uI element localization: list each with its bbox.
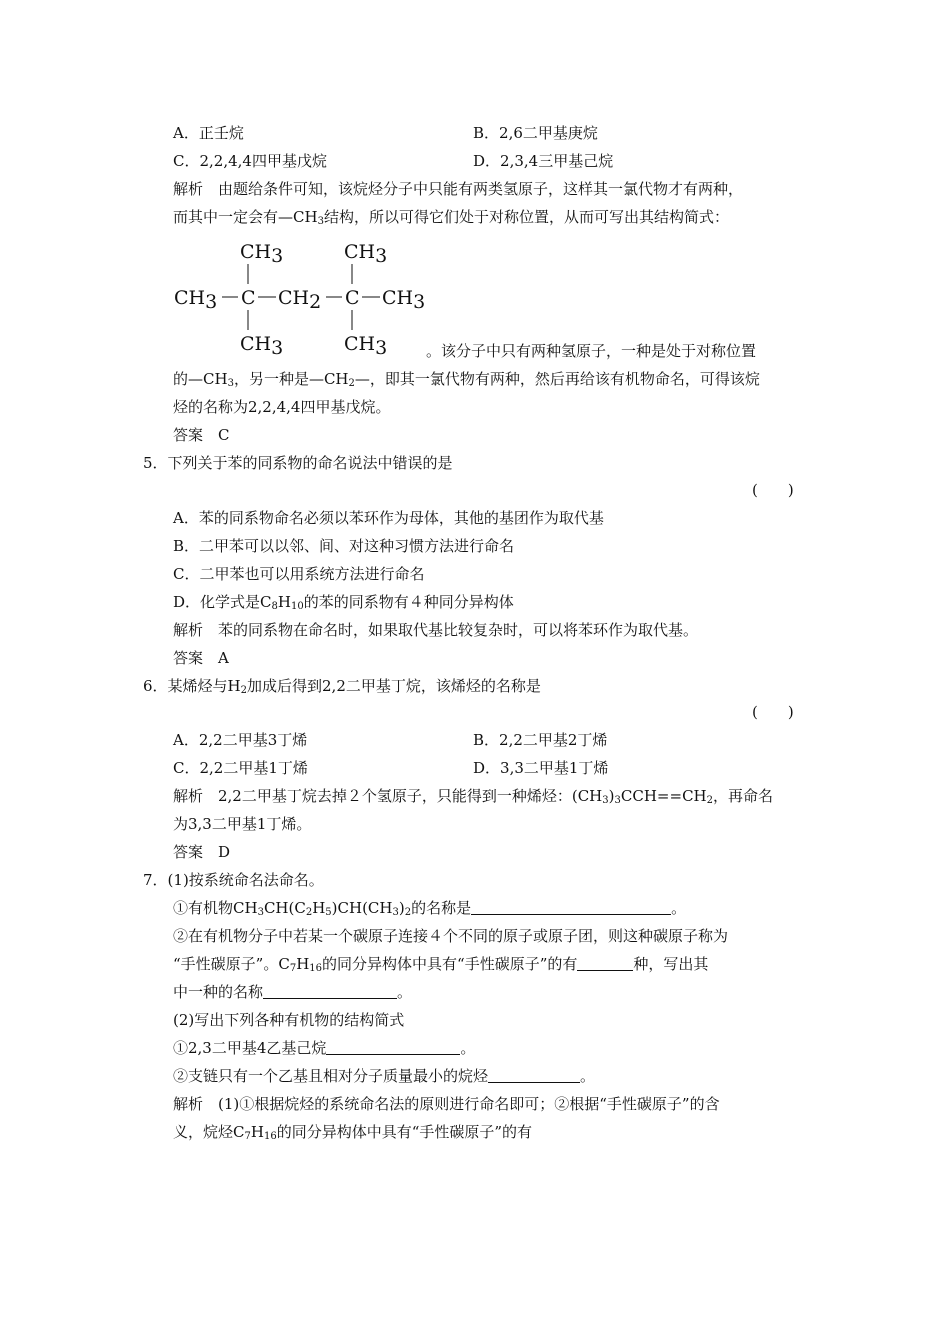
q6-stem: 6．某烯烃与$H_2$加成后得到2,2二甲基丁烷，该烯烃的名称是 — [143, 677, 541, 696]
carbon-right: C — [345, 287, 360, 309]
q7-analysis-line2: 义，烷烃$C_7H_{16}$的同分异构体中具有“手性碳原子”的有 — [173, 1123, 533, 1142]
q7-blank-3[interactable] — [263, 984, 397, 999]
q6-option-b: B．2,2二甲基2丁烯 — [473, 731, 608, 749]
q5-stem: 5．下列关于苯的同系物的命名说法中错误的是 — [143, 454, 453, 472]
structural-formula — [170, 236, 440, 356]
q4-option-b: B．2,6二甲基庚烷 — [473, 124, 598, 142]
q7-part2-item1: ①2,3二甲基4乙基己烷 。 — [173, 1039, 476, 1057]
left-ch3: CH3 — [174, 287, 218, 313]
q7-blank-1[interactable] — [471, 900, 671, 915]
q4-option-a: A．正壬烷 — [173, 124, 244, 142]
q4-analysis-line2: 而其中一定会有$—CH_3$结构，所以可得它们处于对称位置，从而可写出其结构简式： — [173, 208, 729, 227]
q5-option-b: B．二甲苯可以以邻、间、对这种习惯方法进行命名 — [173, 537, 515, 555]
q5-answer: 答案 A — [173, 649, 229, 667]
q4-analysis-line3: 。该分子中只有两种氢原子，一种是处于对称位置 — [426, 342, 757, 360]
q4-option-d: D．2,3,4三甲基己烷 — [473, 152, 614, 170]
q4-analysis-line1: 解析 由题给条件可知，该烷烃分子中只能有两类氢原子，这样其一氯代物才有两种， — [173, 180, 744, 198]
q6-analysis-line2: 为3,3二甲基1丁烯。 — [173, 815, 312, 833]
q7-sub2-line3: 中一种的名称 。 — [173, 983, 413, 1001]
q7-blank-2[interactable] — [577, 956, 633, 971]
q4-analysis-line4: 的$—CH_3$，另一种是$—CH_2—$，即其一氯代物有两种，然后再给该有机物命名，可得该烷 — [173, 370, 760, 389]
q7-part2-stem: (2)写出下列各种有机物的结构简式 — [173, 1011, 405, 1029]
q7-sub1: ①有机物$CH_3CH(C_2H_5)CH(CH_3)_2$的名称是 。 — [173, 899, 687, 918]
q7-blank-5[interactable] — [488, 1068, 580, 1083]
q5-analysis: 解析 苯的同系物在命名时，如果取代基比较复杂时，可以将苯环作为取代基。 — [173, 621, 699, 639]
q5-option-a: A．苯的同系物命名必须以苯环作为母体，其他的基团作为取代基 — [173, 509, 604, 527]
q6-option-c: C．2,2二甲基1丁烯 — [173, 759, 308, 777]
q6-option-d: D．3,3二甲基1丁烯 — [473, 759, 609, 777]
q5-answer-paren: ( ) — [752, 481, 794, 499]
q7-sub2-line1: ②在有机物分子中若某一个碳原子连接４个不同的原子或原子团，则这种碳原子称为 — [173, 927, 729, 945]
q7-sub2-line2: “手性碳原子”。$C_7H_{16}$的同分异构体中具有“手性碳原子”的有 种，写出其 — [173, 955, 709, 974]
q7-analysis-line1: 解析 (1)①根据烷烃的系统命名法的原则进行命名即可；②根据“手性碳原子”的含 — [173, 1095, 720, 1113]
q7-part2-item2: ②支链只有一个乙基且相对分子质量最小的烷烃 。 — [173, 1067, 596, 1085]
q6-analysis-line1: 解析 2,2二甲基丁烷去掉２个氢原子，只能得到一种烯烃：$(CH_3)_3CCH==CH_2$，再命名 — [173, 787, 774, 806]
top-right-ch3: CH3 — [344, 241, 388, 267]
top-left-ch3: CH3 — [240, 241, 284, 267]
q4-option-c: C．2,2,4,4四甲基戊烷 — [173, 152, 327, 170]
q5-option-c: C．二甲苯也可以用系统方法进行命名 — [173, 565, 425, 583]
bottom-left-ch3: CH3 — [240, 333, 284, 356]
q7-blank-4[interactable] — [326, 1040, 460, 1055]
middle-ch2: CH2 — [278, 287, 322, 313]
q6-answer: 答案 D — [173, 843, 231, 861]
q5-option-d: D．化学式是$C_8H_{10}$的苯的同系物有４种同分异构体 — [173, 593, 514, 612]
carbon-left: C — [241, 287, 256, 309]
q7-stem: 7．(1)按系统命名法命名。 — [143, 871, 324, 889]
bottom-right-ch3: CH3 — [344, 333, 388, 356]
q6-answer-paren: ( ) — [752, 703, 794, 721]
q6-option-a: A．2,2二甲基3丁烯 — [173, 731, 308, 749]
q4-analysis-line5: 烃的名称为2,2,4,4四甲基戊烷。 — [173, 398, 391, 416]
right-ch3: CH3 — [382, 287, 426, 313]
q4-answer: 答案 C — [173, 426, 230, 444]
